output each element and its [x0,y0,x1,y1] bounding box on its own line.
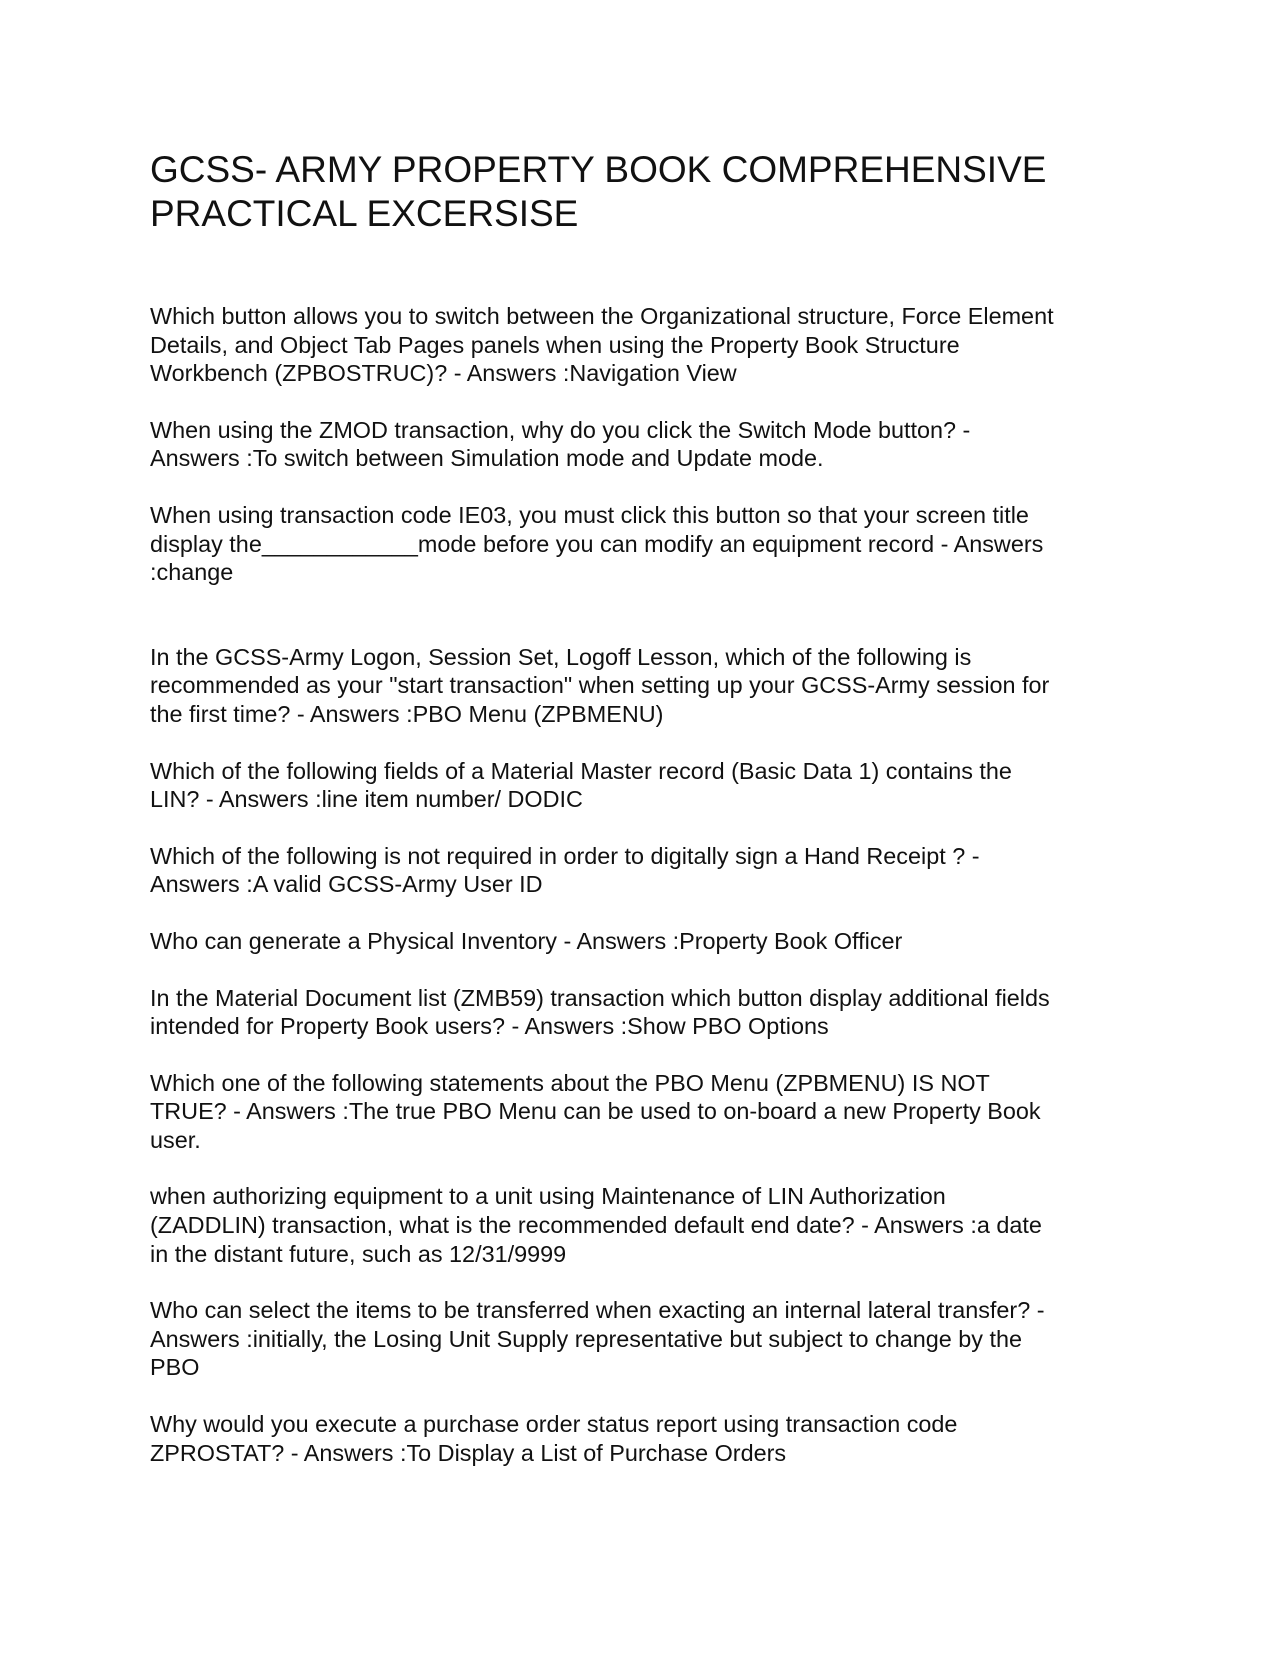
qa-item-3: When using transaction code IE03, you must click this button so that your screen title display the____________mode before you can modify an equipment record - Answers :change [150,501,1044,586]
qa-item-2: When using the ZMOD transaction, why do you click the Switch Mode button? - Answers :To switch between Simulation mode and Update mode. [150,416,971,472]
qa-item-7: Who can generate a Physical Inventory - Answers :Property Book Officer [150,927,903,954]
title-line-1: GCSS- ARMY PROPERTY BOOK COMPREHENSIVE [150,149,1047,190]
qa-item-12: Why would you execute a purchase order status report using transaction code ZPROSTAT? - Answers :To Display a List of Purchase Orders [150,1411,958,1466]
qa-item-5: Which of the following fields of a Material Master record (Basic Data 1) contains the LIN? - Answers :line item number/ DODIC [150,757,1012,813]
title-line-2: PRACTICAL EXCERSISE [150,193,579,234]
qa-item-8: In the Material Document list (ZMB59) transaction which button display additional fields intended for Property Book users? - Answers :Show PBO Options [150,984,1050,1040]
document-page [150,148,1140,1495]
qa-item-11: Who can select the items to be transferred when exacting an internal lateral transfer? - Answers :initially, the Losing Unit Supply representative but subject to change by the PBO [150,1297,1045,1381]
qa-item-1: Which button allows you to switch between the Organizational structure, Force Element Details, and Object Tab Pages panels when using the Property Book Structure Workbench (ZPBOSTRUC)? - Answers :Navigation View [150,303,1054,387]
qa-item-6: Which of the following is not required in order to digitally sign a Hand Receipt ? - Answers :A valid GCSS-Army User ID [150,842,980,898]
document-title [150,148,1140,236]
qa-item-9: Which one of the following statements about the PBO Menu (ZPBMENU) IS NOT TRUE? - Answers :The true PBO Menu can be used to on-board a new Property Book user. [150,1069,1041,1153]
qa-item-10: when authorizing equipment to a unit using Maintenance of LIN Authorization (ZADDLIN) transaction, what is the recommended default end date? - Answers :a date in the distant future, such as 12/31/9999 [150,1183,1042,1267]
qa-item-4: In the GCSS-Army Logon, Session Set, Logoff Lesson, which of the following is recommended as your "start transaction" when setting up your GCSS-Army session for the first time? - Answers :PBO Menu (ZPBMENU) [150,643,1050,727]
